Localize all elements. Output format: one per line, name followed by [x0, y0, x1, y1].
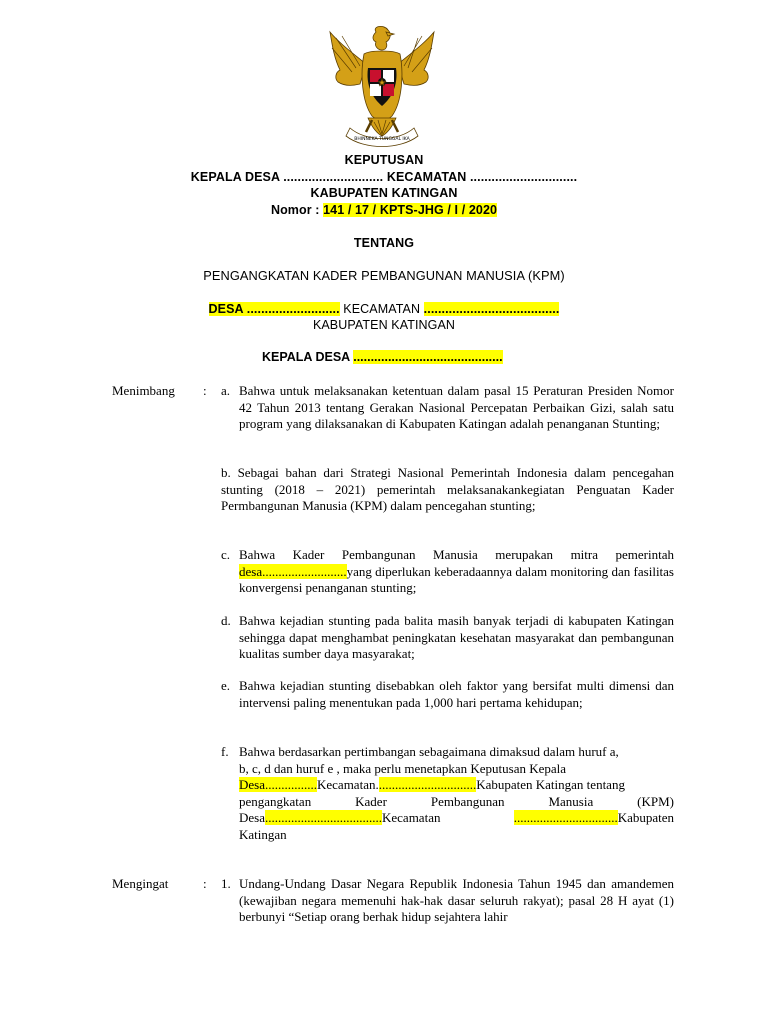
item-f-kecamatan-placeholder-2: ................................	[513, 810, 618, 826]
kecamatan-placeholder: ......................................	[423, 302, 560, 316]
item-b-text: Sebagai bahan dari Strategi Nasional Pemerintah Indonesia dalam pencegahan stunting (2018 – 2021) pemerintah melaksanakankegiatan Penguatan Kader Permbangunan Manusia (KPM) dalam pencegahan stunting;	[221, 465, 674, 514]
item-f-word: Manusia	[548, 793, 594, 809]
item-f-kecamatan-text-2: Kecamatan	[382, 810, 441, 826]
item-f-line1	[239, 744, 674, 761]
item-f-line2	[239, 761, 674, 778]
item-f-word: (KPM)	[637, 793, 674, 809]
kepala-desa-label: KEPALA DESA	[262, 350, 354, 364]
menimbang-colon: :	[203, 383, 207, 398]
item-b-mark: b.	[221, 465, 231, 480]
item-f-desa-text: Desa	[239, 810, 265, 826]
mengingat-colon: :	[203, 876, 207, 891]
title-keputusan: KEPUTUSAN	[344, 153, 424, 167]
item-f-line4	[239, 794, 674, 811]
item-f-word: Kader	[355, 793, 387, 809]
item-b	[221, 465, 674, 515]
kepala-desa-placeholder: ...........................................	[353, 350, 503, 364]
item-f-text	[239, 744, 674, 844]
item-f-kecamatan-placeholder: ..............................	[378, 777, 477, 793]
item-f-line5	[239, 810, 674, 827]
tentang-heading: TENTANG	[353, 236, 415, 250]
item-f-desa-placeholder-2: ....................................	[265, 810, 382, 826]
item-f-line1-text: Bahwa berdasarkan pertimbangan sebagaimana dimaksud dalam huruf a,	[239, 744, 619, 759]
item-f-kecamatan-text: Kecamatan.	[317, 777, 379, 793]
item-e-mark: e.	[221, 678, 231, 693]
nomor-value: 141 / 17 / KPTS-JHG / I / 2020	[323, 203, 498, 217]
item-c-text-start: Bahwa Kader Pembangunan Manusia merupakan mitra pemerintah	[239, 547, 674, 562]
menimbang-label: Menimbang	[112, 383, 175, 398]
title-kabupaten: KABUPATEN KATINGAN	[310, 186, 458, 200]
item-c-desa-placeholder: desa..........................	[239, 563, 347, 579]
item-d-mark: d.	[221, 613, 231, 628]
nomor-line	[0, 203, 768, 217]
mengingat-label: Mengingat	[112, 876, 169, 891]
kepala-desa-line	[262, 350, 503, 364]
desa-kecamatan-line	[0, 302, 768, 316]
motto-text: BHINNEKA TUNGGAL IKA	[354, 137, 410, 142]
item-f-mark: f.	[221, 744, 229, 759]
item-f-word: pengangkatan	[239, 793, 312, 809]
item-f-line6: Katingan	[239, 826, 287, 842]
item-f-line2-text: b, c, d dan huruf e , maka perlu menetapkan Keputusan Kepala	[239, 760, 567, 776]
item-e-text: Bahwa kejadian stunting disebabkan oleh faktor yang bersifat multi dimensi dan intervensi paling menentukan pada 1,000 hari pertama kehidupan;	[239, 678, 674, 710]
title-kepala-desa: KEPALA DESA ............................ KECAMATAN ..............................	[190, 170, 578, 184]
item-1-mark: 1.	[221, 876, 231, 891]
item-f-word: Pembangunan	[430, 793, 505, 809]
kabupaten-line: KABUPATEN KATINGAN	[312, 318, 456, 332]
item-1-text: Undang-Undang Dasar Negara Republik Indonesia Tahun 1945 dan amandemen (kewajiban negara memenuhi hak-hak dasar seluruh rakyat); pasal 28 H ayat (1) berbunyi “Setiap orang berhak hidup sejahtera lahir	[239, 876, 674, 925]
garuda-emblem-icon	[326, 24, 438, 148]
item-c-text	[239, 547, 674, 597]
item-a-text: Bahwa untuk melaksanakan ketentuan dalam pasal 15 Peraturan Presiden Nomor 42 Tahun 2013 tentang Gerakan Nasional Percepatan Perbaikan Gizi, salah satu program yang dilaksanakan di Kabupaten Katingan adalah penanganan Stunting;	[239, 383, 674, 432]
item-f-kabupaten-text-2: Kabupaten	[617, 810, 674, 826]
desa-placeholder: DESA ..........................	[208, 302, 340, 316]
head	[373, 26, 390, 50]
item-c-mark: c.	[221, 547, 231, 562]
item-a-mark: a.	[221, 383, 231, 398]
kecamatan-label: KECAMATAN	[339, 302, 424, 316]
item-f-desa-placeholder: Desa................	[239, 777, 317, 793]
item-c-text-end: yang diperlukan keberadaannya dalam monitoring dan fasilitas konvergensi penanganan stunting;	[239, 563, 674, 596]
left-wing	[330, 32, 366, 85]
nomor-label: Nomor :	[270, 203, 324, 217]
item-f-kabupaten-text: Kabupaten Katingan tentang	[476, 777, 625, 793]
item-d-text: Bahwa kejadian stunting pada balita masih banyak terjadi di kabupaten Katingan sehingga dapat menghambat peningkatan kesehatan masyarakat dan pembangunan kualitas sumber daya masyarakat;	[239, 613, 674, 662]
subject-heading: PENGANGKATAN KADER PEMBANGUNAN MANUSIA (KPM)	[203, 268, 565, 283]
item-f-line3	[239, 777, 674, 794]
right-wing	[398, 32, 434, 85]
